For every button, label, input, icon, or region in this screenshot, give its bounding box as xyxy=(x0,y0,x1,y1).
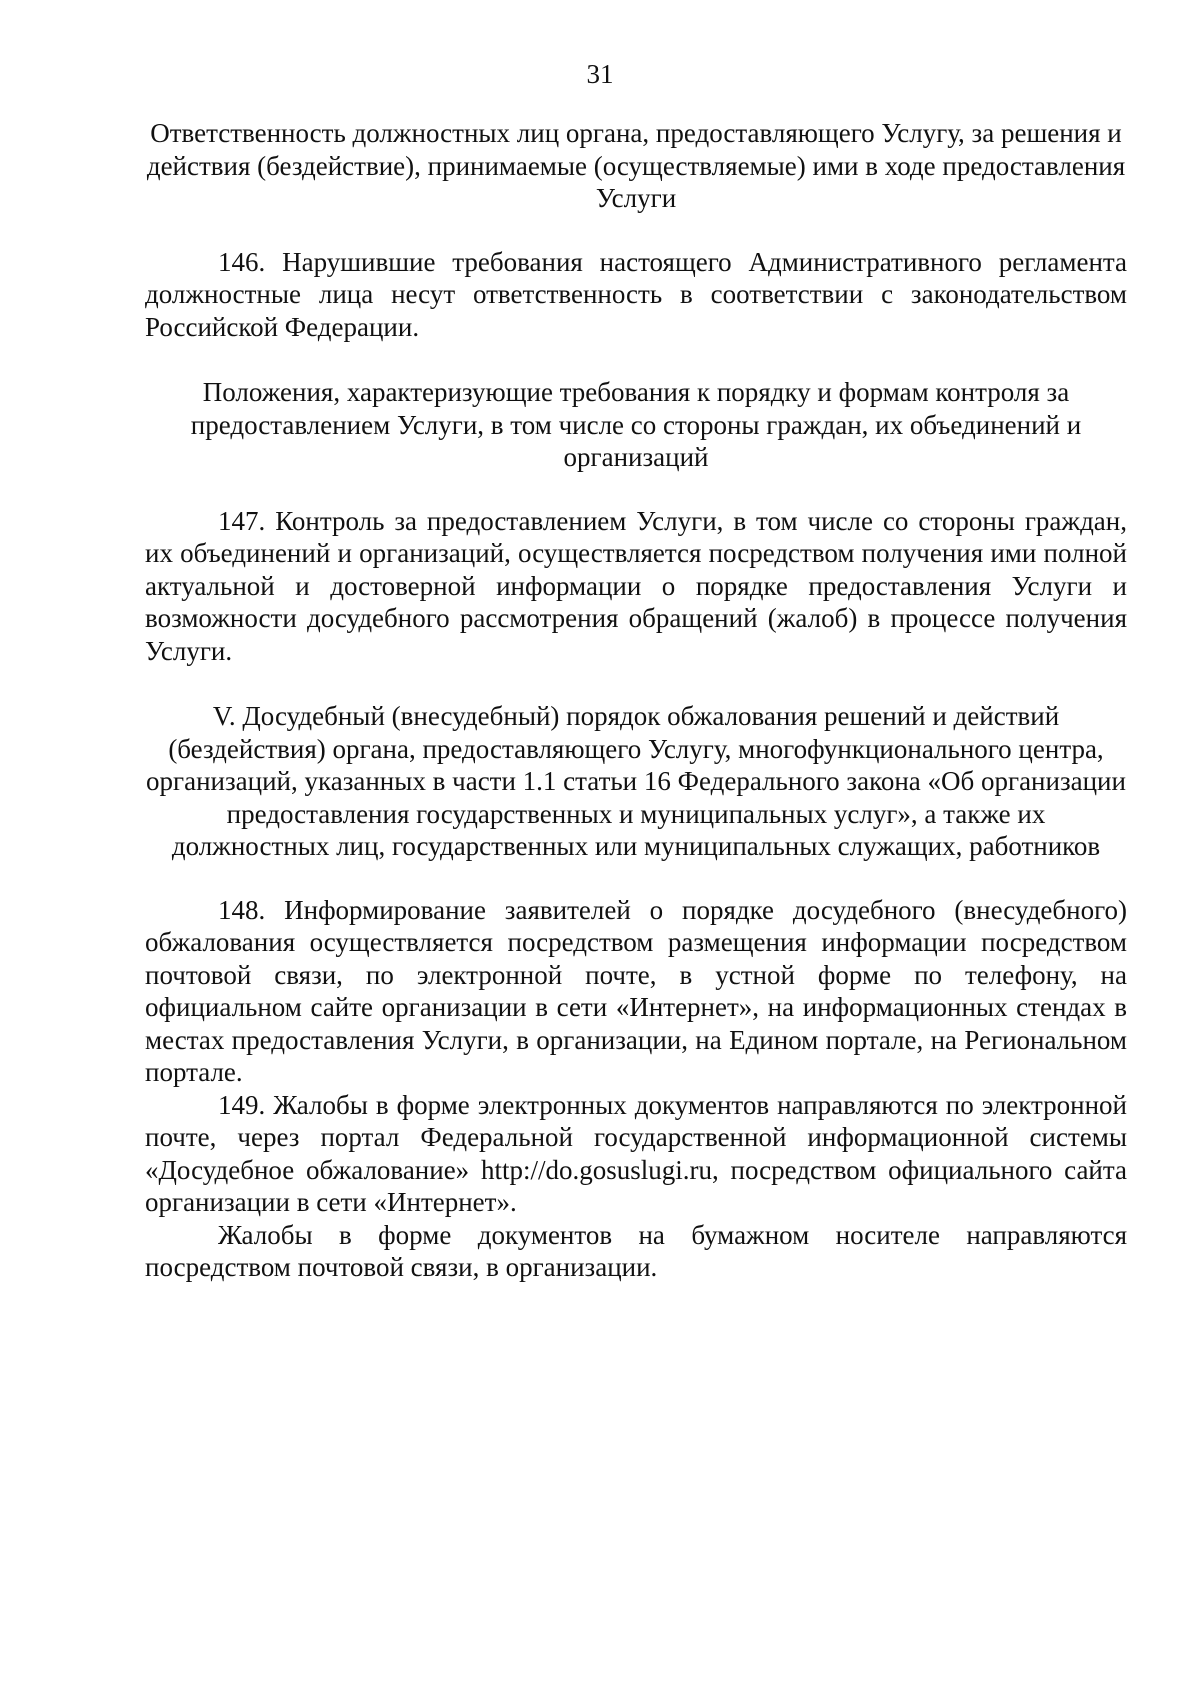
paragraph-149: 149. Жалобы в форме электронных документов направляются по электронной почте, через портал Федеральной государственной информационной системы «Досудебное обжалование» http://do.gosuslugi.ru, посредством официального сайта организации в сети «Интернет». xyxy=(145,1089,1127,1217)
page-number: 31 xyxy=(586,59,614,89)
paragraph-146: 146. Нарушившие требования настоящего Административного регламента должностные лица несут ответственность в соответствии с законодательством Российской Федерации. xyxy=(145,246,1127,342)
section-heading-responsibility: Ответственность должностных лиц органа, предоставляющего Услугу, за решения и действия (бездействие), принимаемые (осуществляемые) ими в ходе предоставления Услуги xyxy=(146,118,1126,213)
section-heading-control: Положения, характеризующие требования к порядку и формам контроля за предоставлением Услуги, в том числе со стороны граждан, их объединений и организаций xyxy=(190,377,1082,472)
paragraph-148: 148. Информирование заявителей о порядке досудебного (внесудебного) обжалования осуществляется посредством размещения информации посредством почтовой связи, по электронной почте, в устной форме по телефону, на официальном сайте организации в сети «Интернет», на информационных стендах в местах предоставления Услуги, в организации, на Едином портале, на Региональном портале. xyxy=(145,894,1127,1087)
section-heading-appeal: V. Досудебный (внесудебный) порядок обжалования решений и действий (бездействия) органа, предоставляющего Услугу, многофункционального центра, организаций, указанных в части 1.1 статьи 16 Федерального закона «Об организации предоставления государственных и муниципальных услуг», а также их должностных лиц, государственных или муниципальных служащих, работников xyxy=(146,701,1126,861)
paragraph-147: 147. Контроль за предоставлением Услуги, в том числе со стороны граждан, их объединений и организаций, осуществляется посредством получения ими полной актуальной и достоверной информации о порядке предоставления Услуги и возможности досудебного рассмотрения обращений (жалоб) в процессе получения Услуги. xyxy=(145,505,1127,666)
paragraph-paper-complaints: Жалобы в форме документов на бумажном носителе направляются посредством почтовой связи, в организации. xyxy=(145,1219,1127,1282)
document-body xyxy=(145,117,1127,1284)
